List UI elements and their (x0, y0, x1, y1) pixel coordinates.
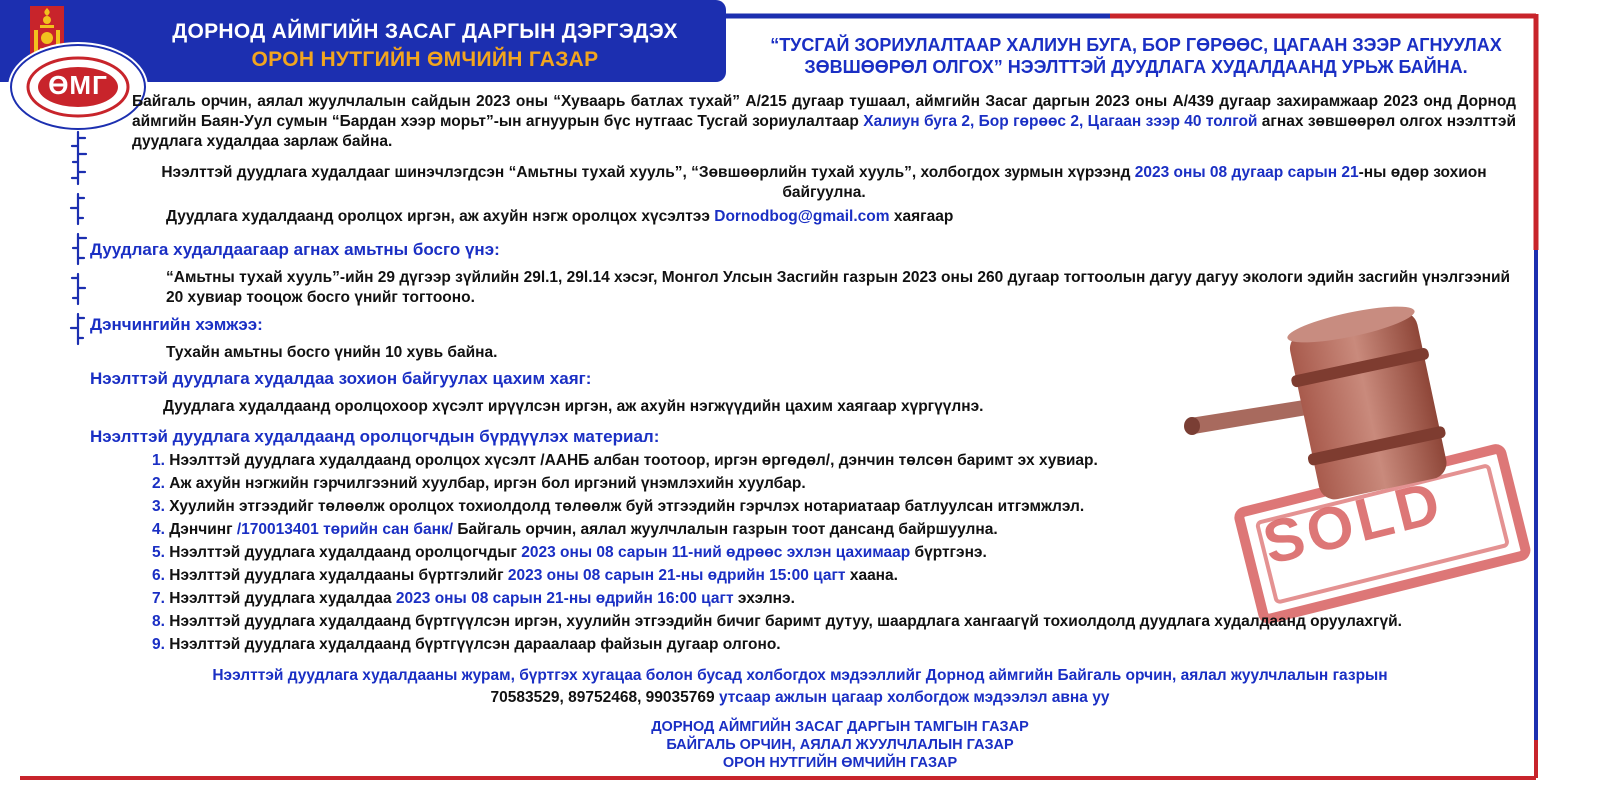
deposit-text: Тухайн амьтны босго үнийн 10 хувь байна. (166, 344, 498, 361)
intro-paragraph-1 (132, 92, 1516, 152)
list-item (152, 613, 1402, 631)
item-number: 2. (152, 475, 165, 492)
intro-p2-text: Нээлттэй дуудлага худалдааг шинэчлэгдсэн “Амьтны тухай хууль”, “Зөвшөөрлийн тухай хууль”, холбогдох зурмын хүрээнд (161, 164, 1135, 181)
item-highlight: 2023 оны 08 сарын 21-ны өдрийн 15:00 цагт (507, 567, 846, 584)
list-item (152, 544, 987, 562)
intro-paragraph-2 (132, 163, 1516, 203)
intro-p3-text: Дуудлага худалдаанд оролцох иргэн, аж ахуйн нэгж оролцох хүсэлтээ (166, 208, 715, 225)
item-highlight: 2023 оны 08 сарын 11-ний өдрөөс эхлэн цахимаар (521, 544, 911, 561)
item-number: 3. (152, 498, 165, 515)
item-text: Нээлттэй дуудлага худалдаанд бүртгүүлсэн иргэн, хуулийн этгээдийн бичиг баримт дутуу, шаардлага хангаагүй тохиолдолд дуудлага худалдаанд оруулахгүй. (164, 613, 1402, 630)
signature-block (540, 718, 1140, 772)
intro-p1-text: Байгаль орчин, аялал жуулчлалын сайдын 2023 оны “Хуваарь батлах тухай” А/215 дугаар тушаал, аймгийн Засаг даргын 2023 оны А/439 дугаар захирамжаар 2023 онд Дорнод аймгийн Баян-Уул сумын “Бардан хээр морьт”-ын агнуурын бүс нутгаас Тусгай зориулалтаар (132, 93, 1516, 130)
footer-phone-numbers: 70583529, 89752468, 99035769 (490, 689, 715, 706)
intro-p2-date: 2023 оны 08 дугаар сарын 21 (1134, 164, 1359, 181)
item-number: 7. (152, 590, 165, 607)
materials-heading: Нээлттэй дуудлага худалдаанд оролцогчдын бүрдүүлэх материал: (90, 427, 660, 446)
list-item (152, 521, 998, 539)
intro-p2-tail: -ны өдөр зохион байгуулна. (782, 164, 1487, 201)
item-number: 9. (152, 636, 165, 653)
intro-paragraph-3 (166, 207, 1166, 227)
item-text: Нээлттэй дуудлага худалдаанд оролцох хүсэлт /ААНБ албан тоотоор, иргэн өргөдөл/, дэнчин төлсөн баримт эх хувиар. (164, 452, 1098, 469)
signature-line2: БАЙГАЛЬ ОРЧИН, АЯЛАЛ ЖУУЛЧЛАЛЫН ГАЗАР (666, 737, 1014, 753)
item-number: 6. (152, 567, 165, 584)
header-title-line1: ДОРНОД АЙМГИЙН ЗАСАГ ДАРГЫН ДЭРГЭДЭХ (172, 20, 678, 43)
list-item (152, 590, 795, 608)
list-item (152, 498, 1084, 516)
item-tail: бүртгэнэ. (910, 544, 987, 561)
intro-p1-highlight: Халиун буга 2, Бор гөрөөс 2, Цагаан зээр 40 толгой (863, 113, 1258, 130)
list-item (152, 567, 898, 585)
item-highlight: /170013401 төрийн сан банк/ (236, 521, 454, 538)
item-text: Аж ахуйн нэгжийн гэрчилгээний хуулбар, иргэн бол иргэний үнэмлэхийн хуулбар. (164, 475, 806, 492)
footer-contact-note (200, 665, 1400, 709)
notice-title-line2: ЗӨВШӨӨРӨЛ ОЛГОХ” НЭЭЛТТЭЙ ДУУДЛАГА ХУДАЛДААНД УРЬЖ БАЙНА. (804, 57, 1468, 77)
header-title-line2: ОРОН НУТГИЙН ӨМЧИЙН ГАЗАР (251, 48, 599, 71)
item-text: Хуулийн этгээдийг төлөөлж оролцох тохиолдолд төлөөлж буй этгээдийн гэрчлэх нотариатаар батлуулсан итгэмжлэл. (164, 498, 1085, 515)
item-number: 1. (152, 452, 165, 469)
vertical-script-decoration (64, 128, 92, 348)
item-text: Нээлттэй дуудлага худалдаанд оролцогчдыг (164, 544, 522, 561)
address-text: Дуудлага худалдаанд оролцохоор хүсэлт ирүүлсэн иргэн, аж ахуйн нэгжүүдийн цахим хаягаар хүргүүлнэ. (163, 398, 984, 415)
footer-note-tail: утсаар ажлын цагаар холбогдож мэдээлэл авна уу (714, 689, 1110, 706)
notice-title (736, 34, 1536, 78)
price-text: “Амьтны тухай хууль”-ийн 29 дүгээр зүйлийн 29l.1, 29l.14 хэсэг, Монгол Улсын Засгийн газрын 2023 оны 260 дугаар тогтоолын дагуу дагуу экологи эдийн засгийн үнэлгээний 20 хувиар тооцож босго үнийг тогтооно. (166, 269, 1511, 306)
item-number: 5. (152, 544, 165, 561)
item-number: 4. (152, 521, 165, 538)
contact-email-link[interactable]: Dornodbog@gmail.com (714, 208, 890, 225)
gavel-sold-illustration (1170, 300, 1540, 630)
notice-title-line1: “ТУСГАЙ ЗОРИУЛАЛТААР ХАЛИУН БУГА, БОР ГӨРӨӨС, ЦАГААН ЗЭЭР АГНУУЛАХ (770, 35, 1502, 55)
item-text: Нээлттэй дуудлага худалдааны бүртгэлийг (164, 567, 508, 584)
item-text: Нээлттэй дуудлага худалдаанд бүртгүүлсэн дараалаар файзын дугаар олгоно. (164, 636, 781, 653)
omg-logo-text: ӨМГ (48, 70, 108, 100)
item-tail: эхэлнэ. (733, 590, 795, 607)
footer-note-text: Нээлттэй дуудлага худалдааны журам, бүртгэх хугацаа болон бусад холбогдох мэдээллийг Дорнод аймгийн Байгаль орчин, аялал жуулчлалын газрын (212, 667, 1388, 684)
list-item (152, 452, 1098, 470)
address-heading: Нээлттэй дуудлага худалдаа зохион байгуулах цахим хаяг: (90, 369, 592, 388)
price-heading: Дуудлага худалдаагаар агнах амьтны босго үнэ: (90, 240, 500, 259)
intro-p1-tail: агнах зөвшөөрөл олгох нээлттэй дуудлага худалдаа зарлаж байна. (132, 113, 1516, 150)
signature-line1: ДОРНОД АЙМГИЙН ЗАСАГ ДАРГЫН ТАМГЫН ГАЗАР (651, 719, 1029, 735)
item-tail: Байгаль орчин, аялал жуулчлалын газрын тоот дансанд байршуулна. (453, 521, 998, 538)
item-text: Нээлттэй дуудлага худалдаа (164, 590, 396, 607)
deposit-heading: Дэнчингийн хэмжээ: (90, 315, 263, 334)
item-tail: хаана. (845, 567, 898, 584)
omg-logo (10, 44, 146, 130)
item-highlight: 2023 оны 08 сарын 21-ны өдрийн 16:00 цагт (395, 590, 734, 607)
item-text: Дэнчинг (164, 521, 237, 538)
intro-p3-tail: хаягаар (889, 208, 954, 225)
list-item (152, 636, 781, 654)
item-number: 8. (152, 613, 165, 630)
sold-stamp-text: SOLD (1256, 467, 1451, 578)
signature-line3: ОРОН НУТГИЙН ӨМЧИЙН ГАЗАР (722, 755, 958, 771)
list-item (152, 475, 806, 493)
